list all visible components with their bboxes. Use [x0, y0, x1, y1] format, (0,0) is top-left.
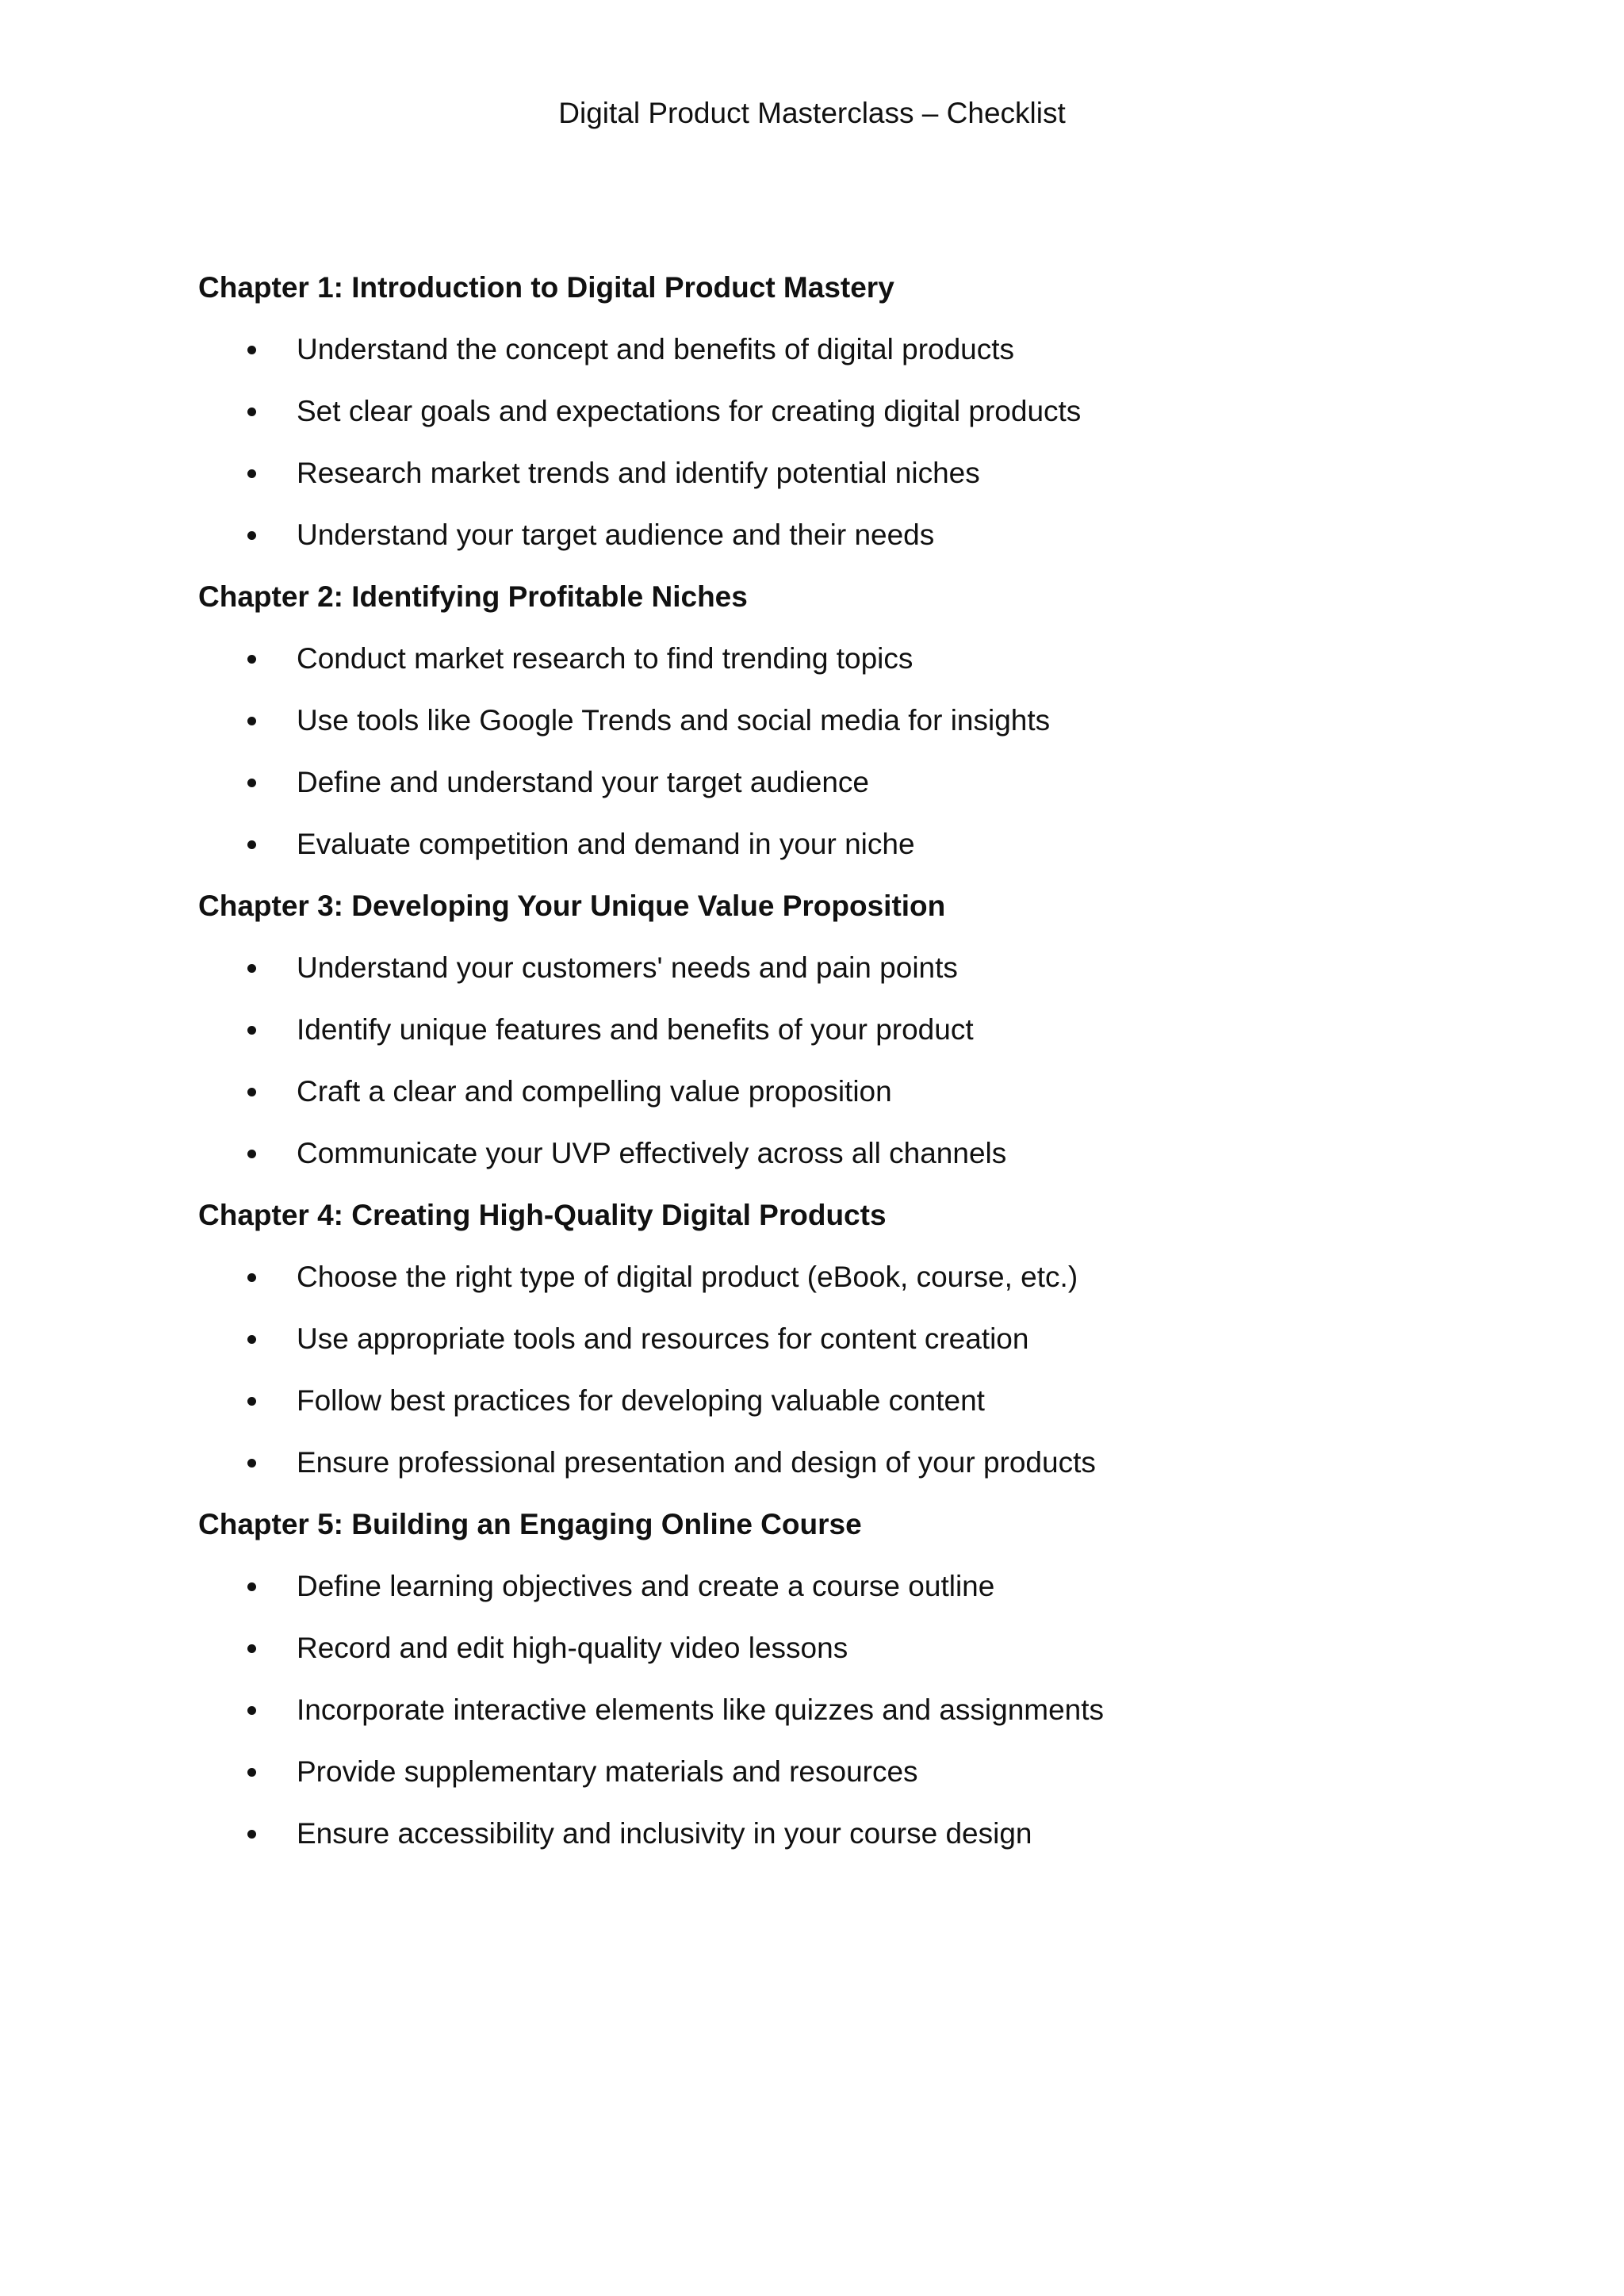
bullet-icon: [247, 717, 256, 725]
bullet-icon: [247, 840, 256, 849]
chapter-item-list: [198, 937, 1467, 1184]
checklist-item: [198, 690, 1467, 752]
chapter-title: Chapter 2: Identifying Profitable Niches: [198, 580, 748, 613]
checklist-item: [198, 999, 1467, 1061]
checklist-item: [198, 1123, 1467, 1184]
chapter-section: [198, 1494, 1467, 1865]
checklist-item-text: Ensure professional presentation and design of your products: [297, 1446, 1096, 1479]
bullet-icon: [247, 1397, 256, 1406]
chapter-item-list: [198, 319, 1467, 566]
checklist-content: [198, 257, 1467, 1865]
checklist-item-text: Record and edit high-quality video lessons: [297, 1632, 848, 1664]
chapter-section: [198, 566, 1467, 875]
checklist-item-text: Follow best practices for developing valuable content: [297, 1384, 985, 1417]
checklist-item: [198, 1679, 1467, 1741]
bullet-icon: [247, 1026, 256, 1035]
checklist-item: [198, 1246, 1467, 1308]
checklist-item-text: Ensure accessibility and inclusivity in your course design: [297, 1817, 1032, 1850]
bullet-icon: [247, 346, 256, 354]
checklist-item-text: Provide supplementary materials and resources: [297, 1755, 918, 1788]
bullet-icon: [247, 1088, 256, 1096]
checklist-item: [198, 1061, 1467, 1123]
bullet-icon: [247, 469, 256, 478]
bullet-icon: [247, 1335, 256, 1344]
checklist-item: [198, 504, 1467, 566]
checklist-item-text: Define and understand your target audience: [297, 766, 870, 798]
checklist-item-text: Incorporate interactive elements like quizzes and assignments: [297, 1693, 1105, 1726]
bullet-icon: [247, 655, 256, 664]
checklist-item-text: Choose the right type of digital product (eBook, course, etc.): [297, 1261, 1078, 1293]
bullet-icon: [247, 1830, 256, 1839]
bullet-icon: [247, 531, 256, 540]
checklist-item: [198, 442, 1467, 504]
page-header-title: Digital Product Masterclass – Checklist: [558, 97, 1066, 129]
checklist-item-text: Craft a clear and compelling value proposition: [297, 1075, 892, 1108]
checklist-item: [198, 1432, 1467, 1494]
checklist-item-text: Understand your customers' needs and pain points: [297, 951, 958, 984]
checklist-item: [198, 813, 1467, 875]
checklist-item-text: Use tools like Google Trends and social media for insights: [297, 704, 1051, 737]
chapter-title: Chapter 5: Building an Engaging Online Course: [198, 1508, 862, 1540]
bullet-icon: [247, 1768, 256, 1777]
bullet-icon: [247, 779, 256, 787]
checklist-item-text: Evaluate competition and demand in your niche: [297, 828, 915, 860]
checklist-item: [198, 752, 1467, 813]
bullet-icon: [247, 1706, 256, 1715]
bullet-icon: [247, 1150, 256, 1158]
checklist-item: [198, 628, 1467, 690]
checklist-item: [198, 1617, 1467, 1679]
checklist-item-text: Research market trends and identify potential niches: [297, 457, 980, 489]
checklist-item: [198, 1741, 1467, 1803]
chapter-title: Chapter 3: Developing Your Unique Value Proposition: [198, 890, 946, 922]
chapter-title: Chapter 1: Introduction to Digital Product Mastery: [198, 271, 894, 304]
checklist-item-text: Define learning objectives and create a course outline: [297, 1570, 995, 1602]
checklist-item-text: Communicate your UVP effectively across all channels: [297, 1137, 1007, 1169]
checklist-item-text: Conduct market research to find trending topics: [297, 642, 914, 675]
checklist-item: [198, 1308, 1467, 1370]
chapter-section: [198, 1184, 1467, 1494]
checklist-item: [198, 381, 1467, 442]
chapter-title: Chapter 4: Creating High-Quality Digital Products: [198, 1199, 887, 1231]
chapter-item-list: [198, 628, 1467, 875]
bullet-icon: [247, 964, 256, 973]
bullet-icon: [247, 1644, 256, 1653]
bullet-icon: [247, 408, 256, 416]
checklist-item: [198, 319, 1467, 381]
checklist-item: [198, 1556, 1467, 1617]
chapter-section: [198, 257, 1467, 566]
bullet-icon: [247, 1273, 256, 1282]
checklist-item-text: Use appropriate tools and resources for content creation: [297, 1322, 1029, 1355]
checklist-item: [198, 937, 1467, 999]
bullet-icon: [247, 1459, 256, 1468]
chapter-item-list: [198, 1246, 1467, 1494]
chapter-item-list: [198, 1556, 1467, 1865]
chapter-section: [198, 875, 1467, 1184]
bullet-icon: [247, 1582, 256, 1591]
checklist-item-text: Set clear goals and expectations for creating digital products: [297, 395, 1082, 427]
checklist-item-text: Understand your target audience and their needs: [297, 519, 935, 551]
checklist-item: [198, 1803, 1467, 1865]
checklist-item-text: Understand the concept and benefits of digital products: [297, 333, 1015, 365]
checklist-item-text: Identify unique features and benefits of your product: [297, 1013, 974, 1046]
checklist-item: [198, 1370, 1467, 1432]
